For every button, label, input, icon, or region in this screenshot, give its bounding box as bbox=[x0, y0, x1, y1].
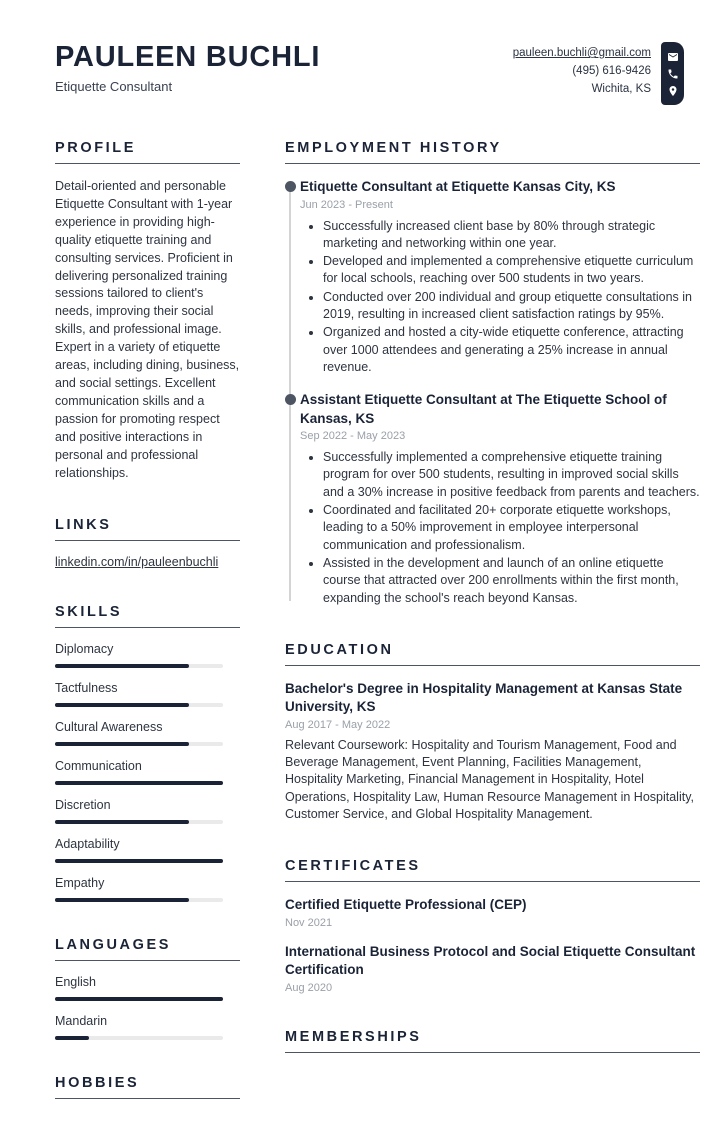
timeline-dot bbox=[285, 181, 296, 192]
skill-item bbox=[55, 876, 240, 902]
skill-bar-track bbox=[55, 859, 223, 863]
links-heading: LINKS bbox=[55, 517, 240, 541]
skill-bar-track bbox=[55, 781, 223, 785]
hobbies-heading: HOBBIES bbox=[55, 1075, 240, 1099]
envelope-icon bbox=[667, 51, 679, 63]
phone-icon bbox=[667, 68, 679, 80]
main-content bbox=[285, 140, 700, 1088]
skill-bar-track bbox=[55, 820, 223, 824]
job-date: Jun 2023 - Present bbox=[300, 198, 393, 211]
skill-item bbox=[55, 759, 240, 785]
job-bullet: • Developed and implemented a comprehensive etiquette curriculum for local schools, reaching over 500 students in two years. bbox=[323, 253, 700, 288]
section-links bbox=[55, 517, 240, 569]
language-bar-fill bbox=[55, 1036, 89, 1040]
skill-item bbox=[55, 798, 240, 824]
sidebar bbox=[55, 140, 240, 1134]
certificates-heading: CERTIFICATES bbox=[285, 858, 700, 882]
certificate-entry bbox=[285, 943, 700, 994]
skill-bar-fill bbox=[55, 781, 223, 785]
skill-bar-fill bbox=[55, 820, 189, 824]
email-link[interactable]: pauleen.buchli@gmail.com bbox=[512, 47, 651, 59]
employment-heading: EMPLOYMENT HISTORY bbox=[285, 140, 700, 164]
language-item bbox=[55, 1014, 240, 1040]
person-job-title: Etiquette Consultant bbox=[55, 78, 173, 94]
section-memberships bbox=[285, 1029, 700, 1053]
language-name: Mandarin bbox=[55, 1014, 108, 1029]
job-bullet: • Successfully implemented a comprehensive etiquette training program for over 500 students, resulting in improved social skills and a 30% increase in positive feedback from parents and teachers. bbox=[323, 449, 700, 501]
linkedin-link[interactable]: linkedin.com/in/pauleenbuchli bbox=[55, 555, 219, 570]
job-date: Sep 2022 - May 2023 bbox=[300, 430, 406, 443]
certificate-title: Certified Etiquette Professional (CEP) bbox=[285, 897, 527, 913]
certificate-date: Aug 2020 bbox=[285, 981, 333, 994]
profile-text: Detail-oriented and personable Etiquette Consultant with 1-year experience in providing high-quality etiquette training and consulting services. Proficient in delivering personalized training sessions tailored to client's needs, improving their social skills, and professional image. Expert in a variety of etiquette areas, including dining, business, and social settings. Excellent communication skills and a passion for promoting respect and positive interactions in personal and professional relationships. bbox=[55, 179, 240, 480]
language-bar-fill bbox=[55, 997, 223, 1001]
section-skills bbox=[55, 604, 240, 902]
language-bar-track bbox=[55, 1036, 223, 1040]
section-education bbox=[285, 642, 700, 823]
contact-icon-bar bbox=[661, 42, 684, 105]
job-bullet-list bbox=[300, 449, 700, 607]
skill-bar-fill bbox=[55, 859, 223, 863]
language-bar-track bbox=[55, 997, 223, 1001]
links-list bbox=[55, 555, 240, 569]
skill-name: Communication bbox=[55, 759, 142, 774]
education-date: Aug 2017 - May 2022 bbox=[285, 718, 391, 731]
section-employment bbox=[285, 140, 700, 607]
languages-heading: LANGUAGES bbox=[55, 937, 240, 961]
languages-list bbox=[55, 975, 240, 1040]
job-bullet-list bbox=[300, 218, 700, 377]
education-entry bbox=[285, 680, 700, 823]
location-pin-icon bbox=[667, 85, 679, 97]
skills-heading: SKILLS bbox=[55, 604, 240, 628]
skills-list bbox=[55, 642, 240, 902]
certificate-entry bbox=[285, 896, 700, 929]
memberships-heading: MEMBERSHIPS bbox=[285, 1029, 700, 1053]
certificate-title: International Business Protocol and Social Etiquette Consultant Certification bbox=[285, 943, 696, 978]
job-title: Etiquette Consultant at Etiquette Kansas City, KS bbox=[300, 179, 616, 194]
contact-block bbox=[513, 44, 651, 98]
link-item bbox=[55, 555, 240, 569]
section-hobbies bbox=[55, 1075, 240, 1099]
skill-name: Adaptability bbox=[55, 837, 120, 852]
skill-item bbox=[55, 681, 240, 707]
education-description: Relevant Coursework: Hospitality and Tourism Management, Food and Beverage Management, Event Planning, Facilities Management, Hospitality Marketing, Financial Management in Hospitality, Hotel Operations, Hospitality Law, Human Resource Management in Hospitality, Customer Service, and Global Hospitality Management. bbox=[285, 737, 694, 822]
skill-bar-track bbox=[55, 703, 223, 707]
skill-bar-fill bbox=[55, 898, 189, 902]
job-entry bbox=[300, 391, 700, 607]
language-name: English bbox=[55, 975, 96, 990]
job-bullet: • Conducted over 200 individual and group etiquette consultations in 2019, resulting in increased client satisfaction ratings by 95%. bbox=[323, 289, 700, 324]
job-bullet: • Coordinated and facilitated 20+ corporate etiquette workshops, leading to a 50% improvement in employee interpersonal communication and professionalism. bbox=[323, 502, 700, 554]
job-bullet: • Successfully increased client base by 80% through strategic marketing and networking within one year. bbox=[323, 218, 700, 253]
skill-name: Diplomacy bbox=[55, 642, 114, 657]
skill-name: Empathy bbox=[55, 876, 105, 891]
section-profile bbox=[55, 140, 240, 482]
person-name: PAULEEN BUCHLI bbox=[55, 41, 321, 73]
skill-name: Discretion bbox=[55, 798, 111, 813]
certificates-list bbox=[285, 896, 700, 994]
language-item bbox=[55, 975, 240, 1001]
skill-bar-fill bbox=[55, 742, 189, 746]
skill-bar-track bbox=[55, 742, 223, 746]
jobs-timeline bbox=[285, 178, 700, 607]
job-bullet: • Assisted in the development and launch of an online etiquette course that attracted over 200 enrollments within the first month, expanding the school's reach beyond Kansas. bbox=[323, 555, 700, 607]
education-title: Bachelor's Degree in Hospitality Management at Kansas State University, KS bbox=[285, 680, 683, 715]
certificate-date: Nov 2021 bbox=[285, 916, 333, 929]
skill-bar-fill bbox=[55, 664, 189, 668]
skill-item bbox=[55, 642, 240, 668]
section-languages bbox=[55, 937, 240, 1040]
education-list bbox=[285, 680, 700, 823]
contact-email-row bbox=[513, 44, 651, 62]
skill-bar-fill bbox=[55, 703, 189, 707]
skill-item bbox=[55, 837, 240, 863]
section-certificates bbox=[285, 858, 700, 994]
skill-name: Tactfulness bbox=[55, 681, 118, 696]
header bbox=[55, 42, 684, 94]
skill-name: Cultural Awareness bbox=[55, 720, 163, 735]
contact-location: Wichita, KS bbox=[591, 83, 651, 95]
education-heading: EDUCATION bbox=[285, 642, 700, 666]
job-title: Assistant Etiquette Consultant at The Etiquette School of Kansas, KS bbox=[300, 392, 667, 426]
contact-phone: (495) 616-9426 bbox=[572, 65, 651, 77]
skill-bar-track bbox=[55, 898, 223, 902]
timeline-dot bbox=[285, 394, 296, 405]
job-bullet: • Organized and hosted a city-wide etiquette conference, attracting over 1000 attendees and generating a 25% increase in annual revenue. bbox=[323, 324, 700, 376]
profile-heading: PROFILE bbox=[55, 140, 240, 164]
skill-bar-track bbox=[55, 664, 223, 668]
skill-item bbox=[55, 720, 240, 746]
job-entry bbox=[300, 178, 700, 376]
